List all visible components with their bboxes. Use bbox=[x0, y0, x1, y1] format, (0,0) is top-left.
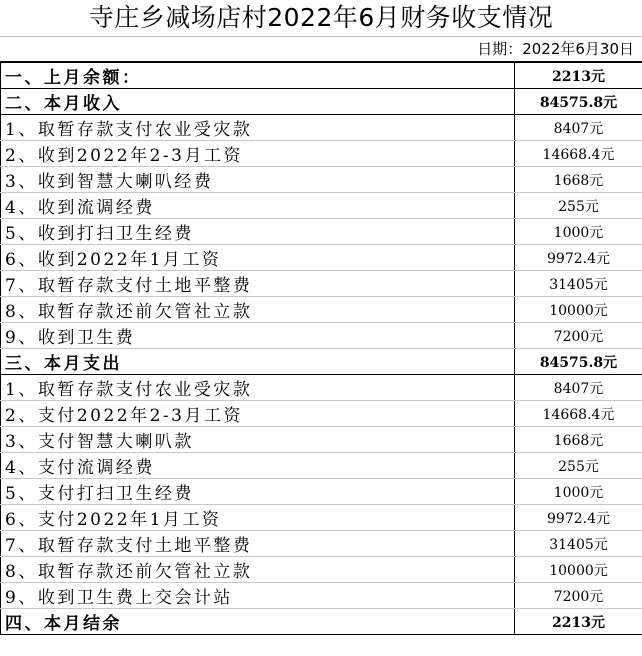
row-amount: 31405元 bbox=[515, 271, 642, 297]
section-row bbox=[1, 89, 642, 115]
row-label: 2、收到2022年2-3月工资 bbox=[1, 141, 515, 167]
row-amount: 14668.4元 bbox=[515, 401, 642, 427]
row-label: 三、本月支出 bbox=[1, 349, 515, 375]
row-amount: 255元 bbox=[515, 453, 642, 479]
table-row bbox=[1, 323, 642, 349]
section-row bbox=[1, 349, 642, 375]
row-label: 3、收到智慧大喇叭经费 bbox=[1, 167, 515, 193]
row-label: 1、取暂存款支付农业受灾款 bbox=[1, 115, 515, 141]
row-label: 7、取暂存款支付土地平整费 bbox=[1, 271, 515, 297]
table-row bbox=[1, 557, 642, 583]
row-label: 二、本月收入 bbox=[1, 89, 515, 115]
table-row bbox=[1, 583, 642, 609]
table-row bbox=[1, 401, 642, 427]
row-label: 5、支付打扫卫生经费 bbox=[1, 479, 515, 505]
table-row bbox=[1, 453, 642, 479]
row-amount: 255元 bbox=[515, 193, 642, 219]
sheet-title: 寺庄乡减场店村2022年6月财务收支情况 bbox=[0, 0, 642, 37]
row-amount: 2213元 bbox=[515, 609, 642, 635]
row-label: 2、支付2022年2-3月工资 bbox=[1, 401, 515, 427]
row-amount: 7200元 bbox=[515, 323, 642, 349]
report-date: 日期：2022年6月30日 bbox=[0, 37, 642, 62]
table-row bbox=[1, 141, 642, 167]
table-row bbox=[1, 271, 642, 297]
table-row bbox=[1, 115, 642, 141]
row-label: 9、收到卫生费 bbox=[1, 323, 515, 349]
row-label: 7、取暂存款支付土地平整费 bbox=[1, 531, 515, 557]
table-row bbox=[1, 167, 642, 193]
finance-table bbox=[0, 62, 642, 635]
row-amount: 1000元 bbox=[515, 479, 642, 505]
row-amount: 7200元 bbox=[515, 583, 642, 609]
row-amount: 1668元 bbox=[515, 427, 642, 453]
row-amount: 9972.4元 bbox=[515, 505, 642, 531]
row-label: 4、收到流调经费 bbox=[1, 193, 515, 219]
row-amount: 84575.8元 bbox=[515, 89, 642, 115]
row-amount: 14668.4元 bbox=[515, 141, 642, 167]
table-row bbox=[1, 219, 642, 245]
row-amount: 31405元 bbox=[515, 531, 642, 557]
row-label: 6、收到2022年1月工资 bbox=[1, 245, 515, 271]
row-label: 5、收到打扫卫生经费 bbox=[1, 219, 515, 245]
table-row bbox=[1, 505, 642, 531]
row-amount: 8407元 bbox=[515, 115, 642, 141]
table-row bbox=[1, 531, 642, 557]
row-amount: 2213元 bbox=[515, 63, 642, 89]
table-row bbox=[1, 479, 642, 505]
row-label: 3、支付智慧大喇叭款 bbox=[1, 427, 515, 453]
row-amount: 8407元 bbox=[515, 375, 642, 401]
section-row bbox=[1, 63, 642, 89]
row-label: 一、上月余额： bbox=[1, 63, 515, 89]
table-row bbox=[1, 297, 642, 323]
section-row bbox=[1, 609, 642, 635]
row-amount: 1000元 bbox=[515, 219, 642, 245]
table-row bbox=[1, 427, 642, 453]
row-label: 1、取暂存款支付农业受灾款 bbox=[1, 375, 515, 401]
row-amount: 10000元 bbox=[515, 557, 642, 583]
row-label: 4、支付流调经费 bbox=[1, 453, 515, 479]
row-label: 6、支付2022年1月工资 bbox=[1, 505, 515, 531]
table-row bbox=[1, 193, 642, 219]
row-label: 8、取暂存款还前欠管社立款 bbox=[1, 557, 515, 583]
table-row bbox=[1, 245, 642, 271]
row-label: 9、收到卫生费上交会计站 bbox=[1, 583, 515, 609]
row-amount: 1668元 bbox=[515, 167, 642, 193]
table-row bbox=[1, 375, 642, 401]
row-amount: 10000元 bbox=[515, 297, 642, 323]
row-amount: 9972.4元 bbox=[515, 245, 642, 271]
row-label: 8、取暂存款还前欠管社立款 bbox=[1, 297, 515, 323]
row-amount: 84575.8元 bbox=[515, 349, 642, 375]
row-label: 四、本月结余 bbox=[1, 609, 515, 635]
